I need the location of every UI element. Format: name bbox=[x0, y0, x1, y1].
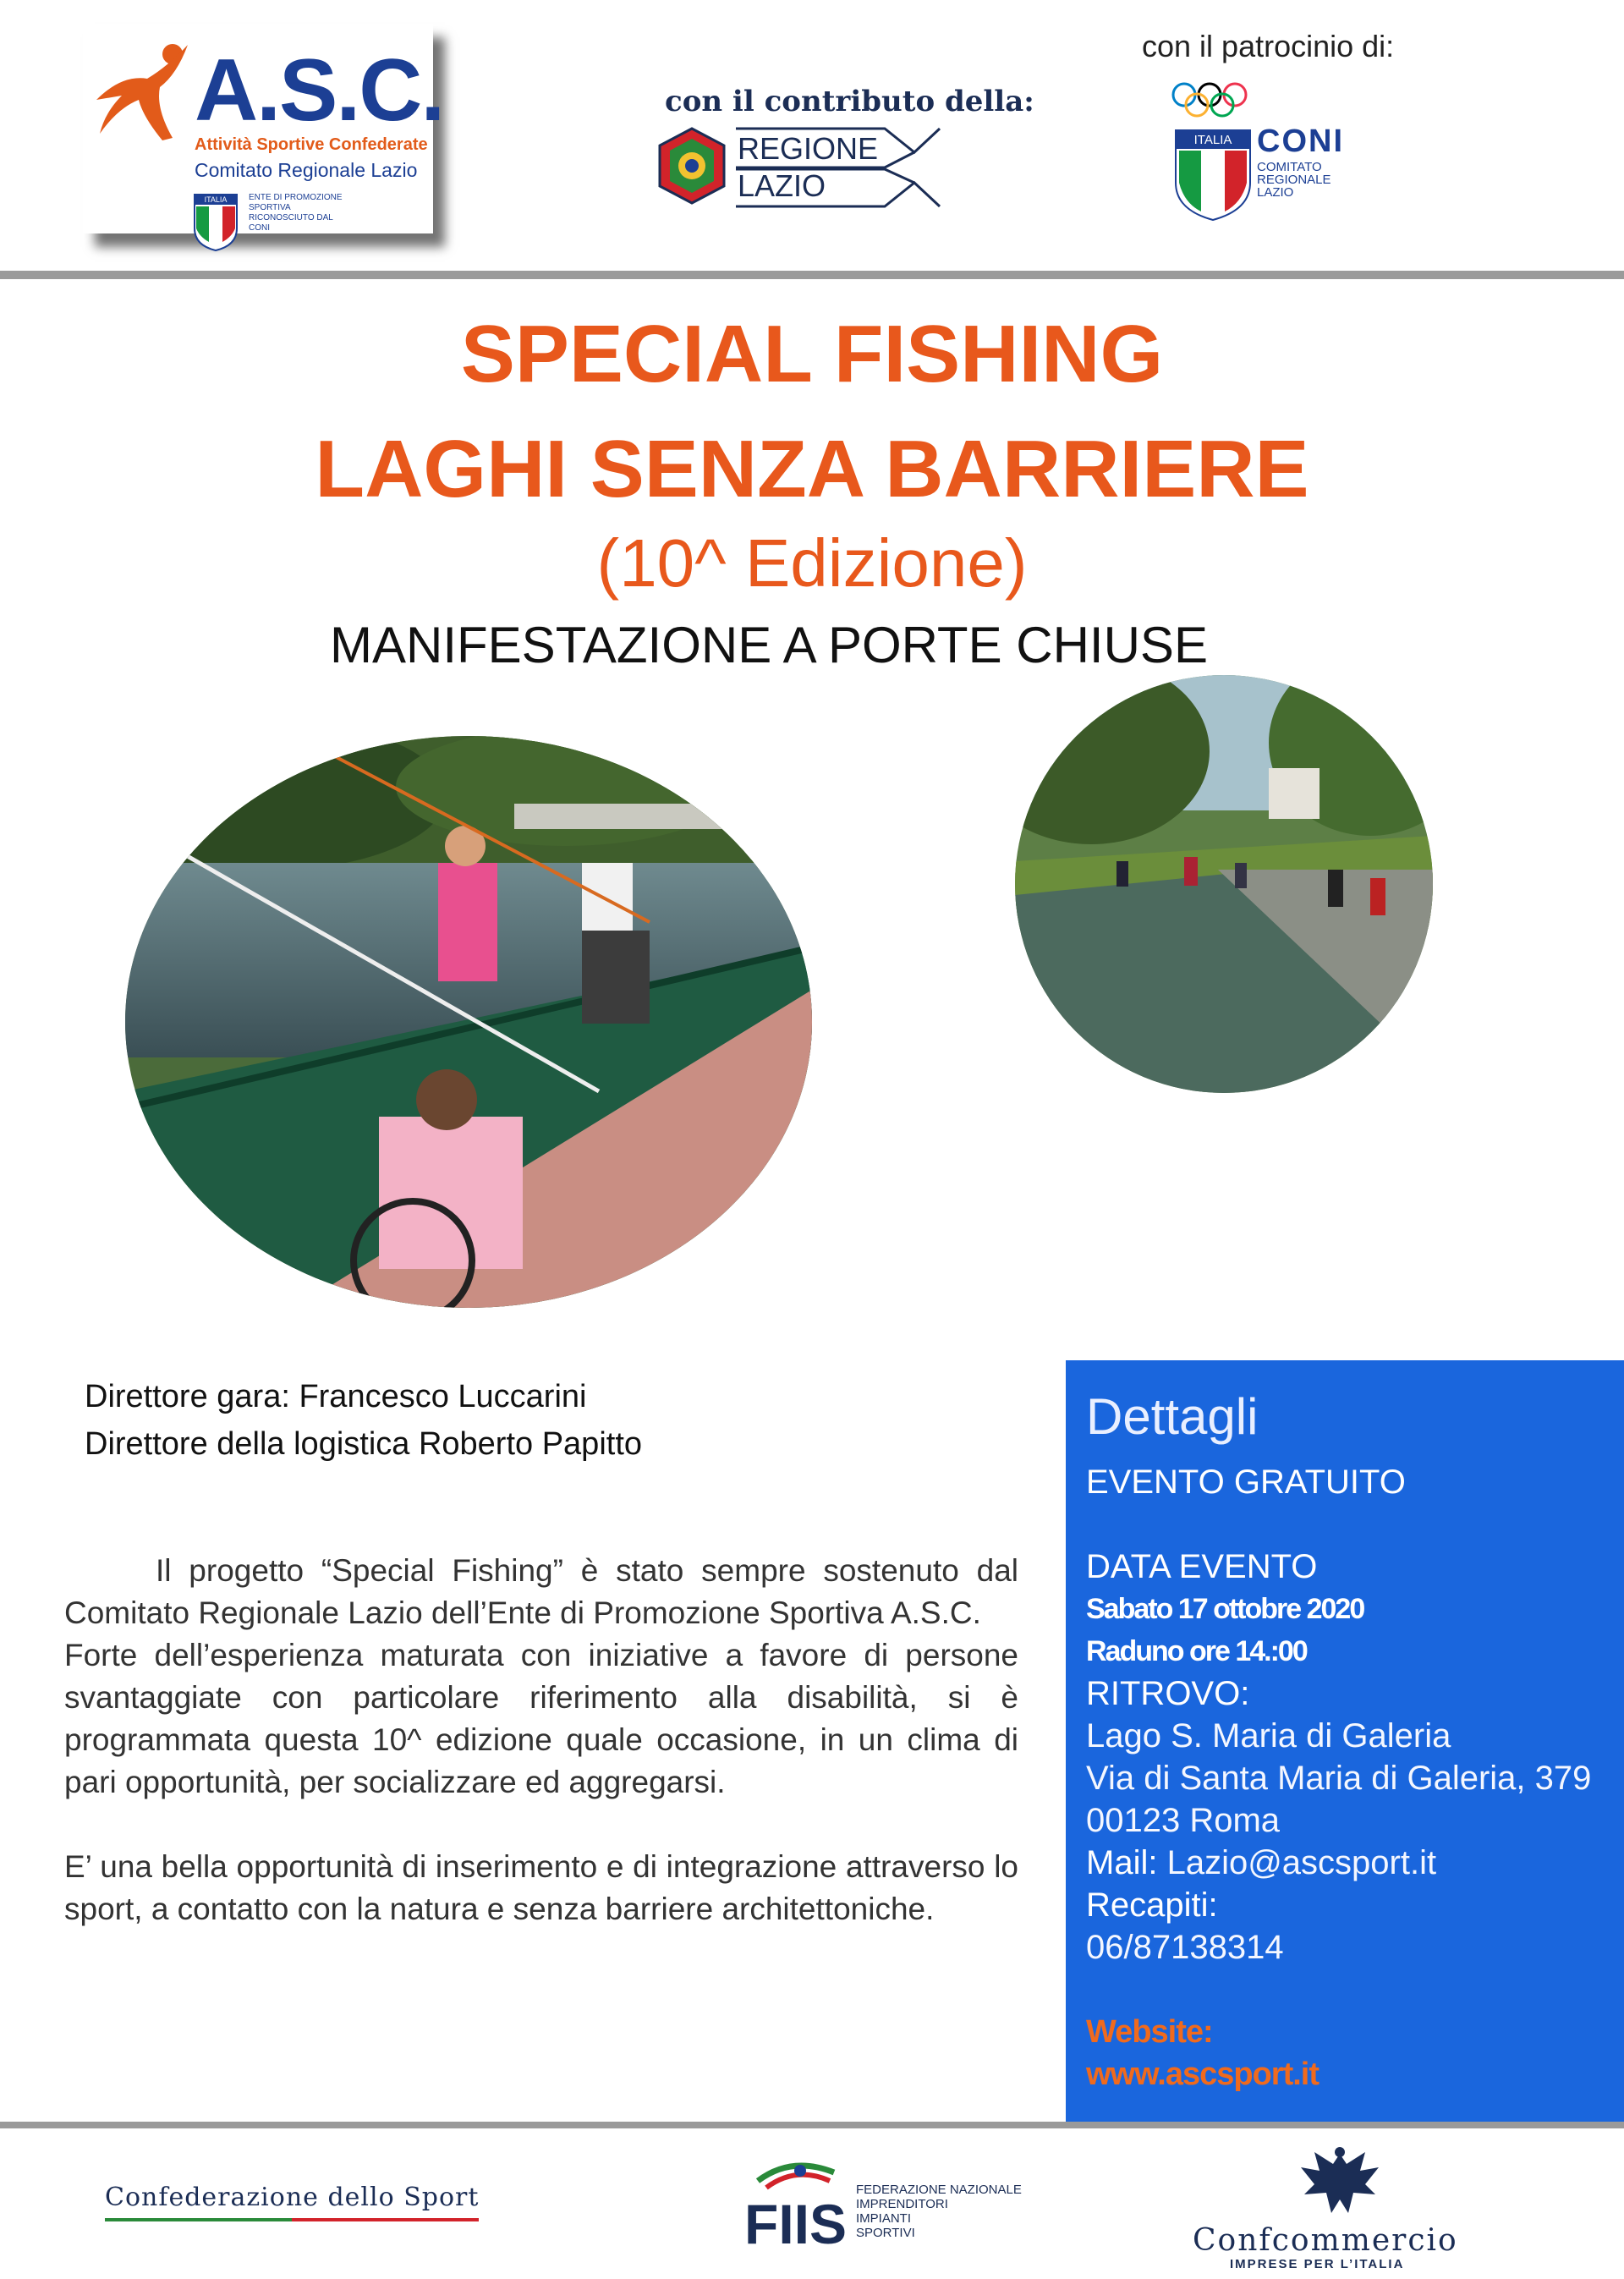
confederazione-logo: Confederazione dello Sport bbox=[105, 2183, 480, 2212]
fiis-line1: FEDERAZIONE NAZIONALE bbox=[856, 2183, 1022, 2197]
edition-label: (10^ Edizione) bbox=[596, 525, 1028, 601]
details-heading: Dettagli bbox=[1086, 1388, 1259, 1445]
regione-lazio-emblem-icon bbox=[656, 127, 727, 205]
title-line2: LAGHI SENZA BARRIERE bbox=[315, 424, 1309, 514]
event-date: Sabato 17 ottobre 2020 bbox=[1086, 1593, 1364, 1625]
bottom-divider bbox=[0, 2122, 1624, 2128]
fishing-photo-left bbox=[125, 736, 812, 1308]
asc-logo-card bbox=[83, 24, 444, 233]
details-panel bbox=[1066, 1360, 1624, 2122]
svg-text:ITALIA: ITALIA bbox=[204, 195, 228, 204]
confcommercio-tagline: IMPRESE PER L’ITALIA bbox=[1230, 2257, 1405, 2271]
description-paragraph-1: Il progetto “Special Fishing” è stato sempre sostenuto dal Comitato Regionale Lazio dell’Ente di Promozione Sportiva A.S.C. bbox=[64, 1553, 1018, 1630]
coni-sub2: REGIONALE bbox=[1257, 173, 1331, 187]
italia-shield-icon bbox=[193, 193, 239, 252]
raduno-time: Raduno ore 14.:00 bbox=[1086, 1635, 1307, 1667]
contributo-label: con il contributo della: bbox=[665, 85, 1034, 118]
asc-name: A.S.C. bbox=[195, 41, 444, 140]
regione-line2: LAZIO bbox=[738, 168, 826, 203]
coni-sub1: COMITATO bbox=[1257, 160, 1322, 174]
coni-shield-icon bbox=[1174, 129, 1252, 222]
coni-sub3: LAZIO bbox=[1257, 185, 1294, 200]
director-logistica: Direttore della logistica Roberto Papitto bbox=[85, 1426, 643, 1462]
event-subtitle: MANIFESTAZIONE A PORTE CHIUSE bbox=[330, 617, 1208, 673]
phone-number: 06/87138314 bbox=[1086, 1929, 1284, 1966]
fiis-line3: IMPIANTI bbox=[856, 2211, 912, 2226]
director-gara: Direttore gara: Francesco Luccarini bbox=[85, 1379, 587, 1414]
runner-figure-icon bbox=[88, 41, 198, 151]
website-label: Website: bbox=[1086, 2014, 1213, 2050]
asc-ente-text: ENTE DI PROMOZIONE SPORTIVA RICONOSCIUTO DAL CONI bbox=[249, 193, 343, 233]
coni-subtitle bbox=[1257, 161, 1331, 199]
regione-line1: REGIONE bbox=[738, 131, 879, 166]
svg-text:ITALIA: ITALIA bbox=[1193, 133, 1232, 147]
fiis-logo-icon bbox=[741, 2155, 851, 2249]
mail-link[interactable]: Lazio@ascsport.it bbox=[1166, 1844, 1437, 1881]
svg-text:FIIS: FIIS bbox=[744, 2193, 848, 2249]
asc-committee: Comitato Regionale Lazio bbox=[195, 159, 418, 181]
patrocinio-label: con il patrocinio di: bbox=[1142, 29, 1395, 63]
description-paragraph-3: E’ una bella opportunità di inserimento e di integrazione attraverso lo sport, a contatto con la natura e senza barriere architettoniche. bbox=[64, 1849, 1018, 1926]
mail-row bbox=[1086, 1842, 1624, 1884]
fiis-line2: IMPRENDITORI bbox=[856, 2197, 948, 2211]
confcommercio-eagle-icon bbox=[1298, 2145, 1382, 2218]
description-paragraph-2: Forte dell’esperienza maturata con iniziative a favore di persone svantaggiate con particolare riferimento alla disabilità, si è programmata questa 10^ edizione quale occasione, in un clima di pari opportunità, per socializzare ed aggregarsi. bbox=[64, 1638, 1018, 1799]
confederazione-underline bbox=[105, 2218, 479, 2221]
description-text bbox=[64, 1550, 1018, 1930]
fiis-text bbox=[856, 2183, 1025, 2240]
title-line1: SPECIAL FISHING bbox=[460, 309, 1164, 399]
confcommercio-logo: Confcommercio bbox=[1193, 2223, 1458, 2258]
phone-label: Recapiti: bbox=[1086, 1886, 1218, 1924]
top-divider bbox=[0, 271, 1624, 279]
place-line3: 00123 Roma bbox=[1086, 1802, 1281, 1839]
fishing-photo-right bbox=[1015, 675, 1433, 1093]
regione-lazio-text bbox=[738, 130, 878, 205]
mail-label: Mail: bbox=[1086, 1844, 1158, 1881]
ritrovo-label: RITROVO: bbox=[1086, 1675, 1250, 1712]
olympic-rings-icon bbox=[1171, 81, 1248, 118]
event-free-label: EVENTO GRATUITO bbox=[1086, 1464, 1406, 1501]
place-line2: Via di Santa Maria di Galeria, 379 bbox=[1086, 1760, 1592, 1797]
fiis-line4: SPORTIVI bbox=[856, 2226, 915, 2240]
website-link[interactable]: www.ascsport.it bbox=[1086, 2057, 1319, 2092]
place-line1: Lago S. Maria di Galeria bbox=[1086, 1717, 1451, 1755]
coni-name: CONI bbox=[1257, 124, 1344, 159]
asc-subtitle: Attività Sportive Confederate bbox=[195, 135, 428, 154]
date-label: DATA EVENTO bbox=[1086, 1548, 1318, 1585]
